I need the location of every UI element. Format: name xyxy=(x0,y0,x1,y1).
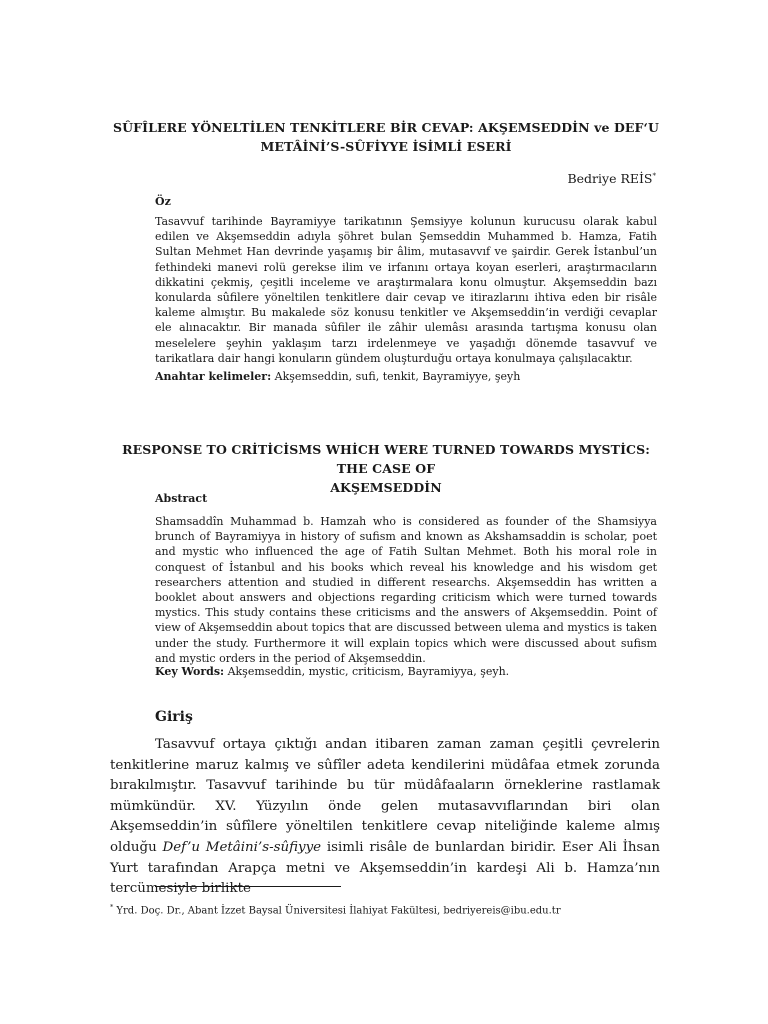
intro-book-title: Def’u Metâini’s-sûfiyye xyxy=(162,839,322,855)
turkish-keywords-label: Anahtar kelimeler: xyxy=(155,370,272,383)
english-title-line-2: AKŞEMSEDDİN xyxy=(330,480,442,495)
author-name-text: Bedriye REİS xyxy=(567,171,653,186)
section-heading-giris: Giriş xyxy=(155,709,193,725)
english-keywords-label: Key Words: xyxy=(155,665,225,678)
turkish-keywords xyxy=(155,369,657,384)
footnote-text: Yrd. Doç. Dr., Abant İzzet Baysal Üniversitesi İlahiyat Fakültesi, bedriyereis@ibu.edu.tr xyxy=(113,905,561,917)
turkish-title xyxy=(110,118,662,156)
english-abstract-label: Abstract xyxy=(155,492,208,505)
turkish-title-line-1: SÛFÎLERE YÖNELTİLEN TENKİTLERE BİR CEVAP: AKŞEMSEDDİN ve DEF‘U xyxy=(113,120,659,135)
turkish-keywords-text: Akşemseddin, sufi, tenkit, Bayramiyye, şeyh xyxy=(271,370,521,383)
english-title-line-1: RESPONSE TO CRİTİCİSMS WHİCH WERE TURNED TOWARDS MYSTİCS: THE CASE OF xyxy=(122,442,650,476)
author-name xyxy=(567,171,656,186)
english-title xyxy=(110,440,662,497)
intro-text-part-1: Tasavvuf ortaya çıktığı andan itibaren zaman zaman çeşitli çevrelerin tenkitlerine maruz kalmış ve sûfîler adeta kendilerini müdâfaa etmek zorunda bırakılmıştır. Tasavvuf tarihinde bu tür müdâfaaların örneklerine rastlamak mümkündür. XV. Yüzyılın önde gelen mutasavvıflarından biri olan Akşemseddin’in sûfîlere yöneltilen tenkitlere cevap niteliğinde kaleme almış olduğu xyxy=(110,737,660,855)
intro-text-part-2: isimli risâle de bunlardan biridir. Eser Ali İhsan Yurt tarafından Arapça metni ve Akşemseddin’in kardeşi Ali b. Hamza’nın tercümesiyle birlikte xyxy=(110,839,660,897)
intro-paragraph xyxy=(110,735,660,900)
footnote-mark: * xyxy=(110,903,114,911)
english-abstract: Shamsaddîn Muhammad b. Hamzah who is considered as founder of the Shamsiyya brunch of Bayramiyya in history of sufism and known as Akshamsaddin is scholar, poet and mystic who influenced the age of Fatih Sultan Mehmet. Both his moral role in conquest of İstanbul and his books which reveal his knowledge and his wisdom get researchers attention and studied in different researchs. Akşemseddin has written a booklet about answers and objections regarding criticism which were turned towards mystics. This study contains these criticisms and the answers of Akşemseddin. Point of view of Akşemseddin about topics that are discussed between ulema and mystics is taken under the study. Furthermore it will explain topics which were discussed about sufism and mystic orders in the period of Akşemseddin. xyxy=(155,515,657,665)
turkish-title-line-2: METÂİNİ’S-SÛFİYYE İSİMLİ ESERİ xyxy=(260,139,512,154)
footnote-divider xyxy=(155,886,341,887)
author-footnote xyxy=(110,903,561,916)
english-keywords-text: Akşemseddin, mystic, criticism, Bayramiyya, şeyh. xyxy=(224,665,510,678)
author-footnote-mark: * xyxy=(652,171,656,180)
english-keywords xyxy=(155,664,657,679)
turkish-abstract: Tasavvuf tarihinde Bayramiyye tarikatının Şemsiyye kolunun kurucusu olarak kabul edilen ve Akşemseddin adıyla şöhret bulan Şemseddin Muhammed b. Hamza, Fatih Sultan Mehmet Han devrinde yaşamış bir âlim, mutasavvıf ve şairdir. Gerek İstanbul’un fethindeki manevi rolü gerekse ilim ve irfanını ortaya koyan eserleri, araştırmacıların dikkatini çekmiş, çeşitli inceleme ve araştırmalara konu olmuştur. Akşemseddin bazı konularda sûfilere yöneltilen tenkitlere dair cevap ve itirazlarını ihtiva eden bir risâle kaleme almıştır. Bu makalede söz konusu tenkitler ve Akşemseddin’in verdiği cevaplar ele alınacaktır. Bir manada sûfiler ile zâhir ulemâsı arasında tartışma konusu olan meselelere şeyhin yaklaşım tarzı irdelenmeye ve yaşadığı dönemde tasavvuf ve tarikatlara dair hangi konuların gündem oluşturduğu ortaya konulmaya çalışılacaktır. xyxy=(155,215,657,365)
turkish-abstract-label: Öz xyxy=(155,195,171,208)
